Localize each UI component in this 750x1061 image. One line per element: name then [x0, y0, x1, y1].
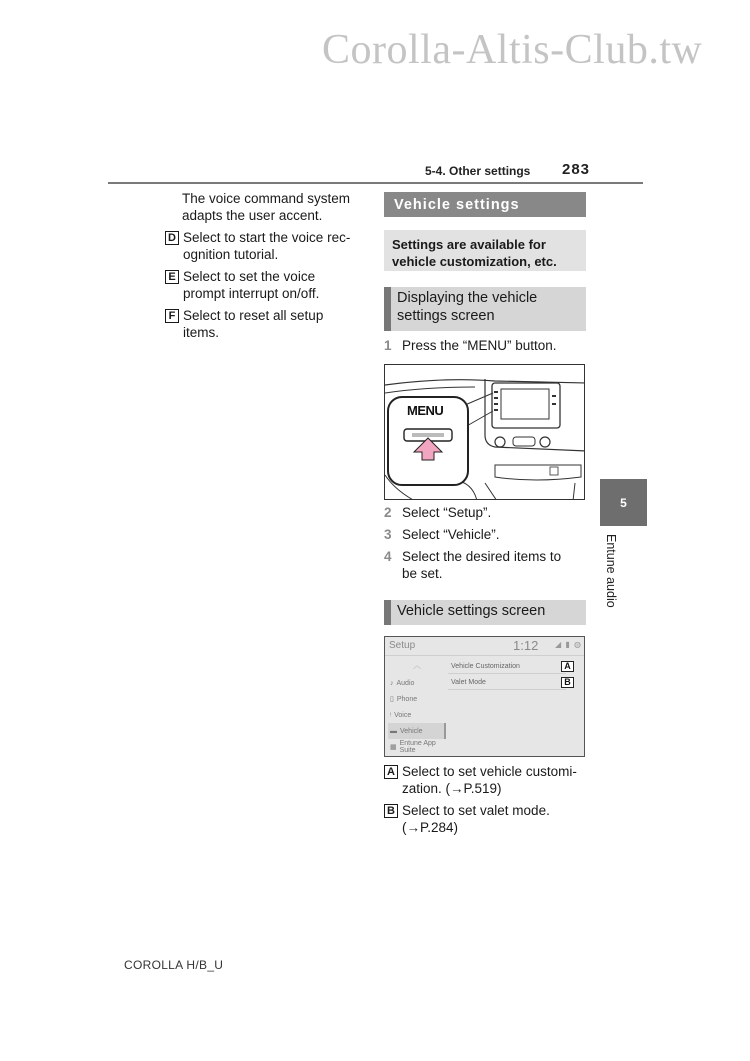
callout-letter: D	[165, 231, 179, 245]
list-item-line: prompt interrupt on/off.	[183, 286, 320, 301]
watermark: Corolla-Altis-Club.tw	[322, 27, 703, 73]
valet-mode-row[interactable]	[448, 675, 566, 690]
list-item	[165, 229, 360, 263]
section-title: 5-4. Other settings	[425, 164, 531, 178]
step-number: 4	[384, 549, 392, 564]
step-item	[384, 504, 589, 521]
car-icon: ▬	[390, 727, 397, 735]
menu-item-label: Voice	[394, 711, 412, 719]
row-label: Vehicle Customization	[451, 662, 520, 670]
step-text: Press the “MENU” button.	[402, 338, 557, 353]
screen-menu	[388, 675, 446, 755]
menu-item-label: Phone	[396, 695, 418, 703]
dashboard-drawing	[385, 365, 585, 500]
step-text	[402, 548, 561, 582]
step-item	[384, 337, 589, 354]
app-icon: ▦	[390, 744, 397, 751]
menu-item-label: Entune App Suite	[399, 740, 436, 754]
list-item-line: ognition tutorial.	[183, 247, 279, 262]
list-item-text	[183, 268, 319, 302]
header-rule	[108, 182, 643, 184]
callout-letter: E	[165, 270, 179, 284]
phone-icon: ▯	[390, 696, 394, 703]
voice-icon: ᵎ	[390, 711, 392, 719]
list-item-line: Select to start the voice rec-	[183, 230, 351, 245]
list-item-line: Select to reset all setup	[183, 308, 324, 323]
callout-letter: A	[384, 765, 398, 779]
row-label: Valet Mode	[451, 678, 486, 686]
subheading-line: Displaying the vehicle	[397, 290, 538, 306]
dashboard-illustration	[384, 364, 585, 500]
right-item-list	[384, 763, 589, 836]
list-item	[165, 307, 360, 341]
chevron-up-icon: ︿	[413, 661, 421, 670]
section-heading: Vehicle settings	[384, 192, 586, 217]
summary-box	[384, 230, 586, 271]
step-number: 2	[384, 505, 392, 520]
step-line: Select the desired items to	[402, 549, 562, 564]
screen-clock: 1:12	[513, 638, 539, 653]
intro-text	[182, 190, 362, 224]
step-item	[384, 548, 589, 582]
chapter-tab[interactable]	[600, 479, 647, 526]
music-note-icon: ♪	[390, 679, 394, 687]
menu-item-voice[interactable]	[388, 707, 446, 723]
summary-line: Settings are available for	[392, 237, 546, 252]
menu-item-phone[interactable]	[388, 691, 446, 707]
step-line: be set.	[402, 566, 443, 581]
list-item-line: Select to set valet mode.	[402, 803, 550, 818]
status-icons: ◢ ▮ ◍	[555, 640, 582, 649]
subheading-screen: Vehicle settings screen	[384, 600, 586, 625]
screen-title: Setup	[389, 640, 416, 651]
list-item	[384, 802, 589, 836]
list-item	[384, 763, 589, 797]
vehicle-customization-row[interactable]	[448, 659, 566, 674]
step-text: Select “Setup”.	[402, 505, 492, 520]
page-number: 283	[562, 161, 591, 178]
subheading-display	[384, 287, 586, 331]
list-item-line: Select to set the voice	[183, 269, 316, 284]
menu-button-label: MENU	[407, 403, 444, 418]
callout-letter: F	[165, 309, 179, 323]
screen-divider	[385, 655, 585, 656]
list-item-line: Select to set vehicle customi-	[402, 764, 577, 779]
step-number: 1	[384, 338, 392, 353]
step-text: Select “Vehicle”.	[402, 527, 500, 542]
subheading-line: settings screen	[397, 308, 495, 324]
settings-screen-image	[384, 636, 585, 757]
intro-paragraph: The voice command system adapts the user accent.	[182, 191, 351, 223]
step-list	[384, 504, 589, 582]
footer-model: COROLLA H/B_U	[124, 958, 224, 972]
list-item-text	[183, 307, 323, 341]
callout-letter: A	[561, 661, 574, 672]
menu-item-vehicle[interactable]	[388, 723, 446, 739]
chapter-number: 5	[620, 495, 627, 510]
menu-item-audio[interactable]	[388, 675, 446, 691]
callout-letter: B	[561, 677, 574, 688]
list-item-text	[402, 802, 550, 836]
step-item	[384, 526, 589, 543]
list-item-text	[183, 229, 350, 263]
list-item-line: zation. (→P.519)	[402, 781, 502, 796]
list-item	[165, 268, 360, 302]
list-item-line: (→P.284)	[402, 820, 459, 835]
step-number: 3	[384, 527, 392, 542]
menu-item-label: Audio	[396, 679, 415, 687]
menu-item-label: Vehicle	[400, 727, 423, 735]
callout-letter: B	[384, 804, 398, 818]
menu-item-entune[interactable]	[388, 739, 446, 755]
summary-line: vehicle customization, etc.	[392, 254, 557, 269]
left-item-list	[165, 229, 360, 341]
list-item-line: items.	[183, 325, 220, 340]
list-item-text	[402, 763, 577, 797]
chapter-label: Entune audio	[604, 534, 618, 608]
